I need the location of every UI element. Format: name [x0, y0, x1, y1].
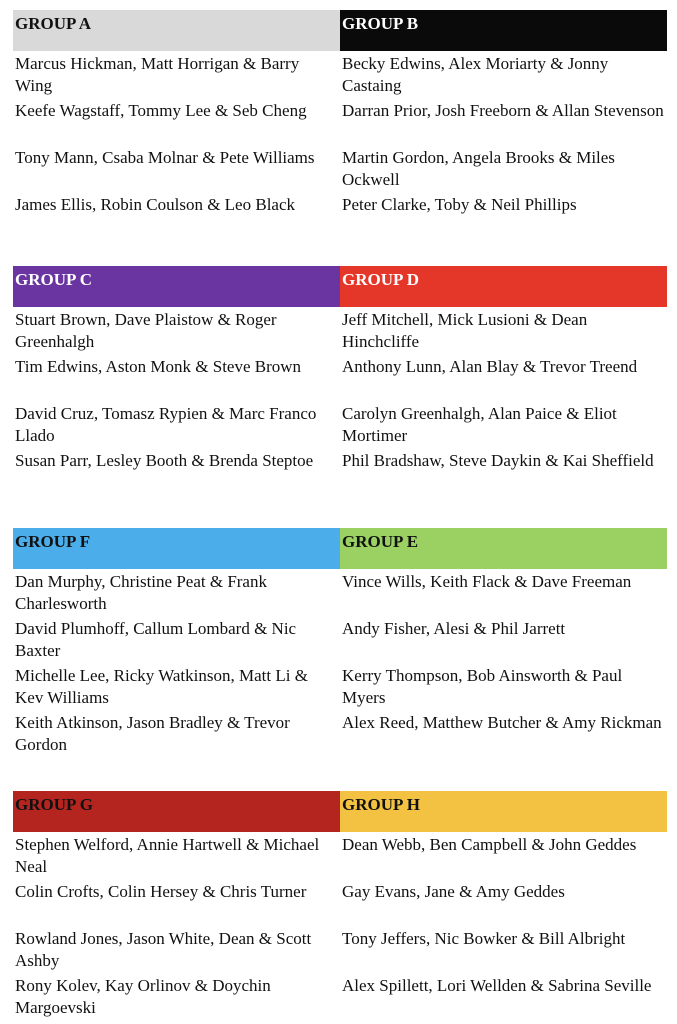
- group-c-team-4: Susan Parr, Lesley Booth & Brenda Steptoe: [15, 451, 314, 470]
- group-a-team-4: James Ellis, Robin Coulson & Leo Black: [15, 195, 296, 214]
- group-f-team-3: Michelle Lee, Ricky Watkinson, Matt Li & Kev Williams: [15, 666, 308, 707]
- group-d-team-1: Jeff Mitchell, Mick Lusioni & Dean Hinchcliffe: [342, 310, 588, 351]
- group-h-team-4: Alex Spillett, Lori Wellden & Sabrina Seville: [342, 976, 652, 995]
- group-e-team-3: Kerry Thompson, Bob Ainsworth & Paul Myers: [342, 666, 623, 707]
- group-b-header: GROUP B: [340, 10, 667, 51]
- group-b-team-1: Becky Edwins, Alex Moriarty & Jonny Castaing: [342, 54, 609, 95]
- group-c-team-2: Tim Edwins, Aston Monk & Steve Brown: [15, 357, 302, 376]
- group-e-team-4: Alex Reed, Matthew Butcher & Amy Rickman: [342, 713, 662, 732]
- group-f-team-2: David Plumhoff, Callum Lombard & Nic Baxter: [15, 619, 297, 660]
- group-f-team-1: Dan Murphy, Christine Peat & Frank Charlesworth: [15, 572, 267, 613]
- group-c-team-3: David Cruz, Tomasz Rypien & Marc Franco Llado: [15, 404, 317, 445]
- group-b-team-3: Martin Gordon, Angela Brooks & Miles Ockwell: [342, 148, 615, 189]
- group-c-team-1: Stuart Brown, Dave Plaistow & Roger Greenhalgh: [15, 310, 277, 351]
- group-h-team-2: Gay Evans, Jane & Amy Geddes: [342, 882, 565, 901]
- group-e-header: GROUP E: [340, 528, 667, 569]
- group-d-header: GROUP D: [340, 266, 667, 307]
- group-b-team-4: Peter Clarke, Toby & Neil Phillips: [342, 195, 577, 214]
- group-a-team-2: Keefe Wagstaff, Tommy Lee & Seb Cheng: [15, 101, 307, 120]
- group-d-team-3: Carolyn Greenhalgh, Alan Paice & Eliot Mortimer: [342, 404, 617, 445]
- group-c-header: GROUP C: [13, 266, 340, 307]
- group-g-team-4: Rony Kolev, Kay Orlinov & Doychin Margoevski: [15, 976, 271, 1017]
- group-h-team-3: Tony Jeffers, Nic Bowker & Bill Albright: [342, 929, 626, 948]
- group-g-team-3: Rowland Jones, Jason White, Dean & Scott Ashby: [15, 929, 312, 970]
- group-h-team-1: Dean Webb, Ben Campbell & John Geddes: [342, 835, 637, 854]
- group-e-team-2: Andy Fisher, Alesi & Phil Jarrett: [342, 619, 566, 638]
- group-g-header: GROUP G: [13, 791, 340, 832]
- group-a-team-1: Marcus Hickman, Matt Horrigan & Barry Wing: [15, 54, 300, 95]
- group-a-header: GROUP A: [13, 10, 340, 51]
- group-e-team-1: Vince Wills, Keith Flack & Dave Freeman: [342, 572, 632, 591]
- group-g-team-1: Stephen Welford, Annie Hartwell & Michael Neal: [15, 835, 320, 876]
- group-g-team-2: Colin Crofts, Colin Hersey & Chris Turner: [15, 882, 307, 901]
- group-f-header: GROUP F: [13, 528, 340, 569]
- group-f-team-4: Keith Atkinson, Jason Bradley & Trevor Gordon: [15, 713, 290, 754]
- group-d-team-2: Anthony Lunn, Alan Blay & Trevor Treend: [342, 357, 638, 376]
- group-h-header: GROUP H: [340, 791, 667, 832]
- group-b-team-2: Darran Prior, Josh Freeborn & Allan Stevenson: [342, 101, 664, 120]
- group-a-team-3: Tony Mann, Csaba Molnar & Pete Williams: [15, 148, 315, 167]
- group-d-team-4: Phil Bradshaw, Steve Daykin & Kai Sheffield: [342, 451, 654, 470]
